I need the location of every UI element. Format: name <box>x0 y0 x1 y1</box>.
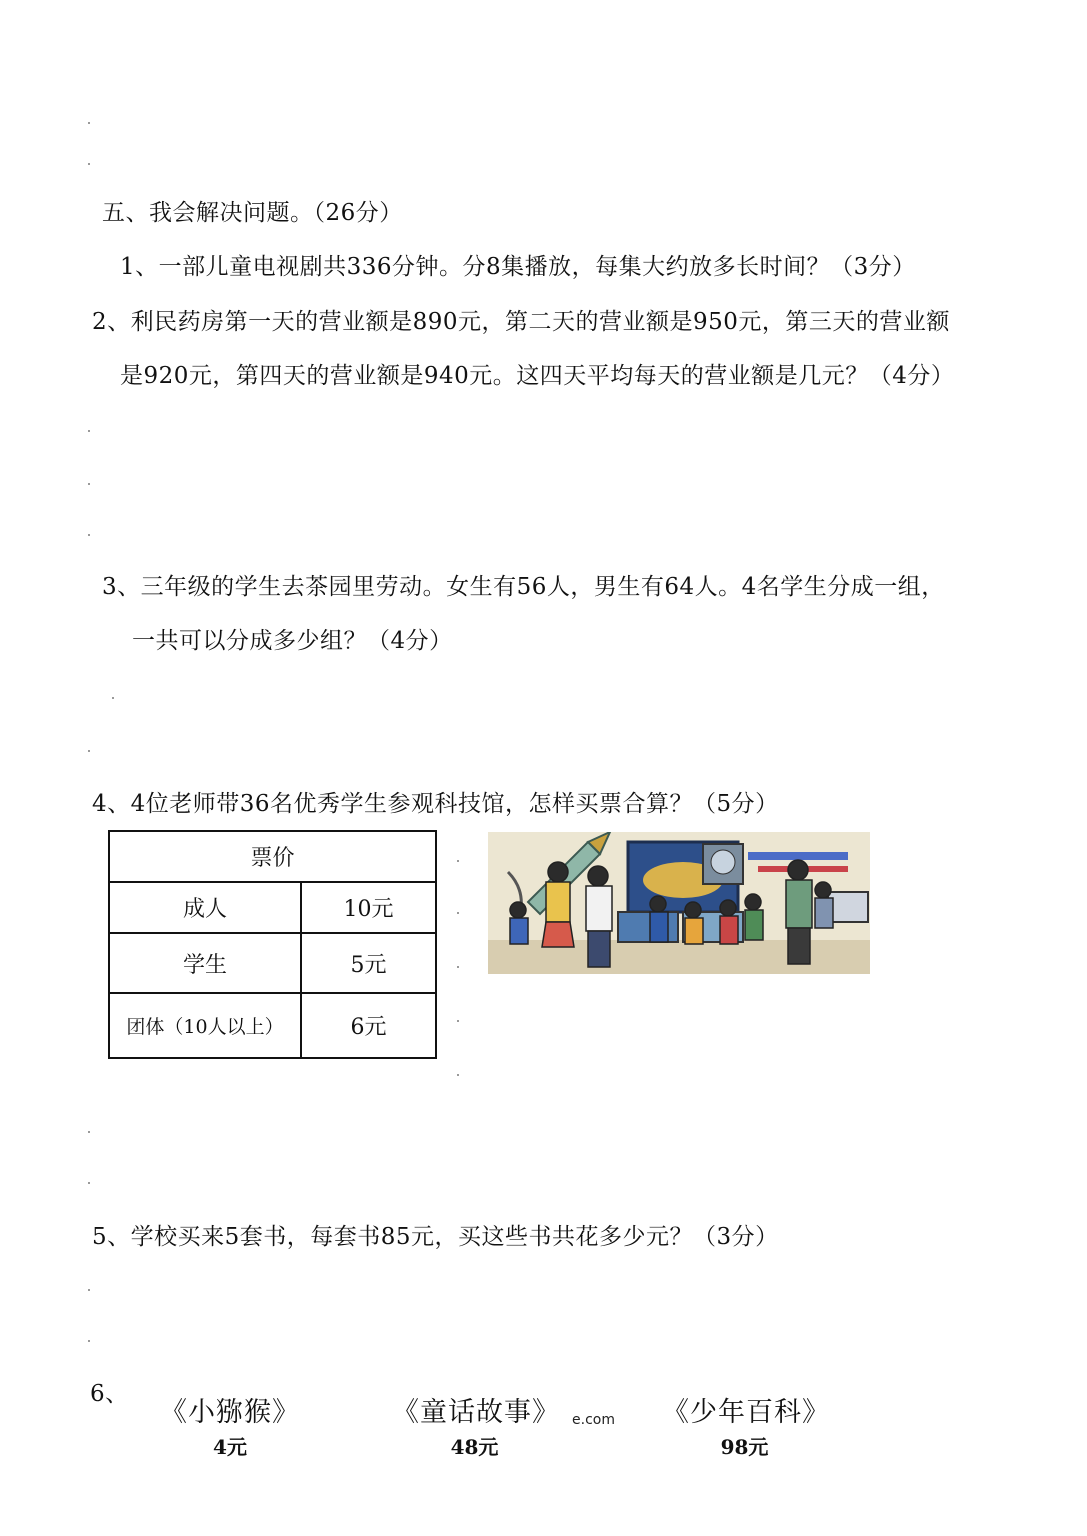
scan-dot <box>88 430 90 432</box>
book-price: 4元 <box>213 1435 247 1459</box>
book-item <box>662 1390 830 1460</box>
scan-dot <box>457 860 459 862</box>
book-item <box>160 1390 300 1460</box>
question-3-line-1: 3、三年级的学生去茶园里劳动。女生有56人，男生有64人。4名学生分成一组， <box>102 574 945 600</box>
question-2-line-1: 2、利民药房第一天的营业额是890元，第二天的营业额是950元，第三天的营业额 <box>92 309 950 335</box>
scan-dot <box>112 697 114 699</box>
scan-dot <box>88 1340 90 1342</box>
ticket-price-table <box>108 830 437 1059</box>
scan-dot <box>88 1289 90 1291</box>
question-2-line-2: 是920元，第四天的营业额是940元。这四天平均每天的营业额是几元？（4分） <box>120 363 955 389</box>
scan-dot <box>457 966 459 968</box>
question-5: 5、学校买来5套书，每套书85元，买这些书共花多少元？（3分） <box>92 1224 779 1250</box>
book-title: 《少年百科》 <box>662 1397 830 1428</box>
row-price-student: 5元 <box>301 933 436 993</box>
scan-dot <box>457 1074 459 1076</box>
museum-illustration <box>488 832 870 974</box>
book-price: 98元 <box>720 1435 769 1459</box>
question-3-line-2: 一共可以分成多少组？（4分） <box>132 628 453 654</box>
scan-dot <box>88 163 90 165</box>
book-title: 《童话故事》 <box>392 1397 560 1428</box>
scan-dot <box>88 534 90 536</box>
book-price: 48元 <box>450 1435 499 1459</box>
row-price-group: 6元 <box>301 993 436 1058</box>
scan-dot <box>88 750 90 752</box>
book-item <box>392 1390 560 1460</box>
scan-dot <box>88 483 90 485</box>
watermark-text: e.com <box>572 1412 615 1428</box>
scan-dot <box>88 122 90 124</box>
row-label-adult: 成人 <box>109 882 301 933</box>
book-title: 《小猕猴》 <box>160 1397 300 1428</box>
question-6-number: 6、 <box>90 1381 129 1407</box>
question-4: 4、4位老师带36名优秀学生参观科技馆，怎样买票合算？（5分） <box>92 791 779 817</box>
row-price-adult: 10元 <box>301 882 436 933</box>
museum-scene-image <box>488 832 870 974</box>
row-label-student: 学生 <box>109 933 301 993</box>
row-label-group: 团体（10人以上） <box>109 993 301 1058</box>
scan-dot <box>457 912 459 914</box>
section-title: 五、我会解决问题。（26分） <box>102 200 403 226</box>
table-header: 票价 <box>109 831 436 882</box>
question-1: 1、一部儿童电视剧共336分钟。分8集播放，每集大约放多长时间？（3分） <box>120 254 916 280</box>
scan-dot <box>88 1182 90 1184</box>
scan-dot <box>457 1020 459 1022</box>
scan-dot <box>88 1131 90 1133</box>
